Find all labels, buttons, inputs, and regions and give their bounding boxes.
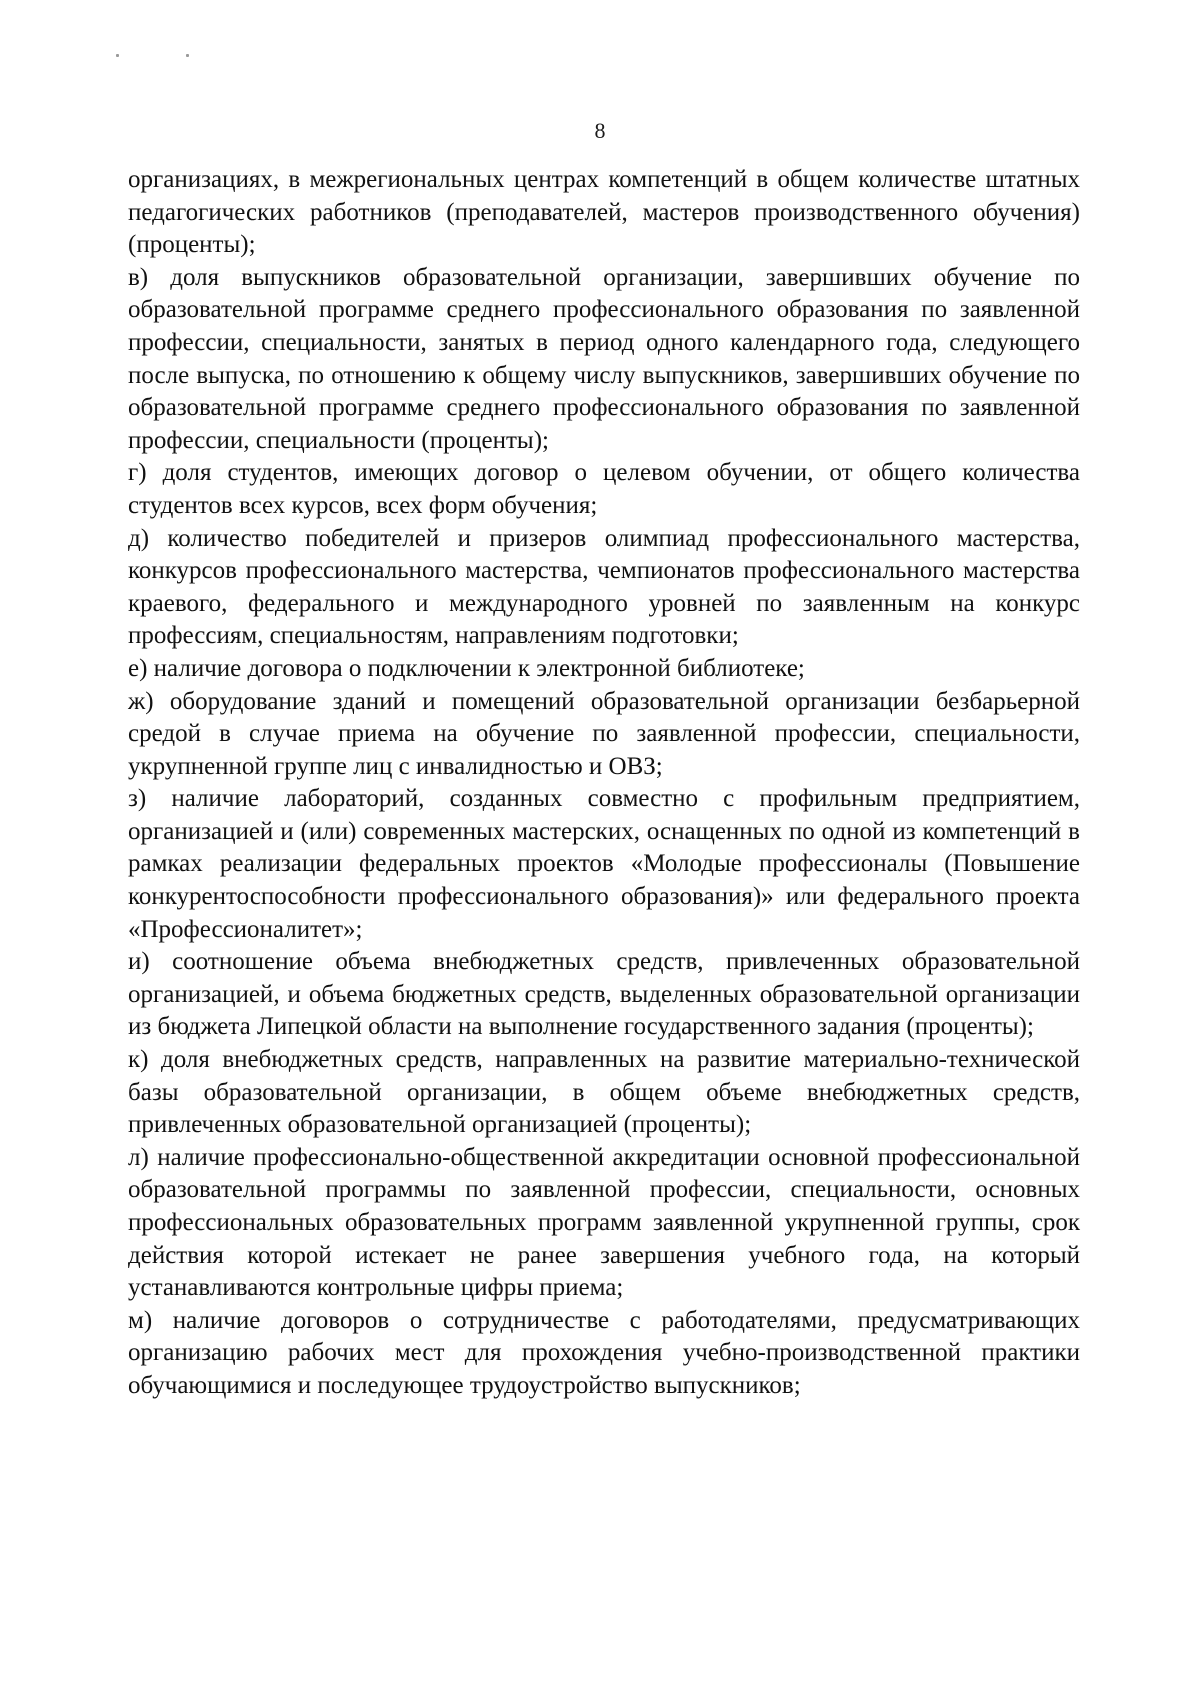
paragraph: м) наличие договоров о сотрудничестве с работодателями, предусматривающих организацию рабочих мест для прохождения учебно-производственной практики обучающимися и последующее трудоустройство выпускников;	[128, 1306, 1080, 1399]
paragraph: е) наличие договора о подключении к электронной библиотеке;	[128, 654, 805, 682]
page-number: 8	[594, 118, 606, 143]
scan-speck	[186, 54, 189, 57]
document-body	[128, 164, 1080, 1403]
scan-speck	[116, 54, 119, 57]
paragraph: в) доля выпускников образовательной организации, завершивших обучение по образовательной программе среднего профессионального образования по заявленной профессии, специальности, занятых в период одного календарного года, следующего после выпуска, по отношению к общему числу выпускников, завершивших обучение по образовательной программе среднего профессионального образования по заявленной профессии, специальности (проценты);	[128, 263, 1080, 454]
paragraph: д) количество победителей и призеров олимпиад профессионального мастерства, конкурсов профессионального мастерства, чемпионатов профессионального мастерства краевого, федерального и международного уровней по заявленным на конкурс профессиям, специальностям, направлениям подготовки;	[128, 524, 1080, 650]
paragraph: з) наличие лабораторий, созданных совместно с профильным предприятием, организацией и (или) современных мастерских, оснащенных по одной из компетенций в рамках реализации федеральных проектов «Молодые профессионалы (Повышение конкурентоспособности профессионального образования)» или федерального проекта «Профессионалитет»;	[128, 785, 1080, 943]
paragraph: организациях, в межрегиональных центрах компетенций в общем количестве штатных педагогических работников (преподавателей, мастеров производственного обучения) (проценты);	[128, 166, 1080, 259]
paragraph: к) доля внебюджетных средств, направленных на развитие материально-технической базы образовательной организации, в общем объеме внебюджетных средств, привлеченных образовательной организацией (проценты);	[128, 1046, 1080, 1139]
paragraph: и) соотношение объема внебюджетных средств, привлеченных образовательной организацией, и объема бюджетных средств, выделенных образовательной организации из бюджета Липецкой области на выполнение государственного задания (проценты);	[128, 948, 1080, 1041]
paragraph: г) доля студентов, имеющих договор о целевом обучении, от общего количества студентов всех курсов, всех форм обучения;	[128, 459, 1080, 519]
paragraph: л) наличие профессионально-общественной аккредитации основной профессиональной образовательной программы по заявленной профессии, специальности, основных профессиональных образовательных программ заявленной укрупненной группы, срок действия которой истекает не ранее завершения учебного года, на который устанавливаются контрольные цифры приема;	[128, 1143, 1080, 1302]
paragraph: ж) оборудование зданий и помещений образовательной организации безбарьерной средой в случае приема на обучение по заявленной профессии, специальности, укрупненной группе лиц с инвалидностью и ОВЗ;	[128, 687, 1080, 780]
